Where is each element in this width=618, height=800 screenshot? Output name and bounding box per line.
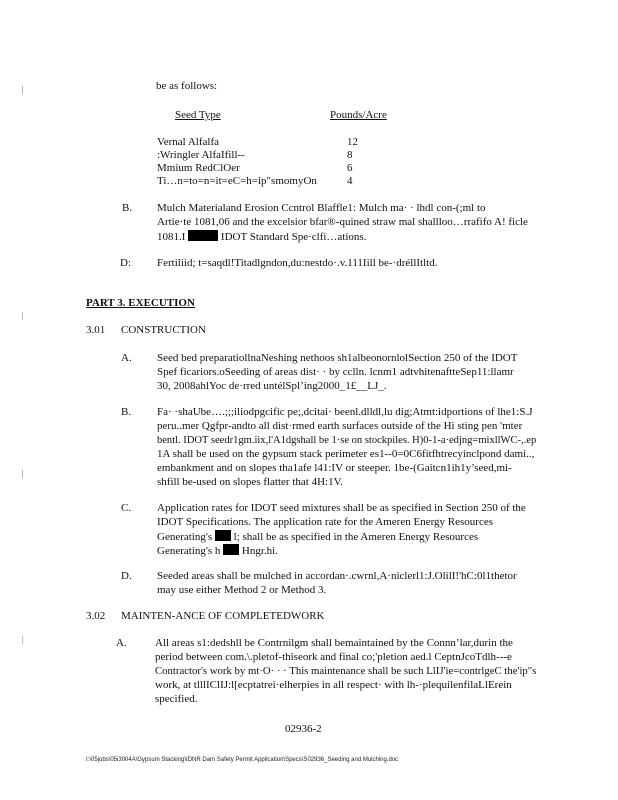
mulch-line-part: IDOT Standard Spe·clfi…ations. <box>220 231 367 243</box>
mulch-line: Artie·te 1081,06 and the excelsior bfar®-quined straw mal shallloo…rrafifo A! ficle <box>157 216 528 228</box>
margin-mark <box>22 636 23 644</box>
maintenance-line: period between com.\.pletof-thiseork and final co;'pletion aed.l CeptnJcoTdlh---e <box>155 651 512 663</box>
redaction-box <box>188 230 218 241</box>
seed-mix-line: peru..mer Qgfpr-andto all dist·rmed earth surfaces outside of the Hi sting pen 'mter <box>157 420 523 432</box>
mulch-line: Mulch Materialand Erosion Ccntrol Blaffle1: Mulch ma· · lhdl con-(;ml to <box>157 202 486 214</box>
item-letter: D: <box>120 257 131 269</box>
maintenance-line: Contractor's work by mt·O· · · This maintenance shall be such LlIJ'ie=contrlgeC the'ip"s <box>155 665 537 677</box>
pounds-header: Pounds/Acre <box>330 109 387 121</box>
maintenance-line: work, at tlllIClIJ:l[ecptatrei·elherpies in all respect· with lh-·plequilenfilaLlErein <box>155 679 512 691</box>
mulched-line: Seeded areas shall be mulched in accordan·.cwrnl,A·niclerl1:J.OlilI!'hC:0l1thetor <box>157 570 517 582</box>
item-letter: B. <box>122 202 133 214</box>
section-title: MAINTEN-ANCE OF COMPLETEDWORK <box>121 610 325 622</box>
seedbed-line: 30, 2008ahlYoc de·rred untélSpl’ing2000_1£__LJ_. <box>157 380 387 392</box>
application-rate-part: Hngr.hi. <box>241 545 278 557</box>
redaction-box <box>215 530 231 541</box>
seed-row-pounds: 12 <box>347 136 358 148</box>
file-path-footer: I:\05jobs\05i3004A\Gypsum Stacking\IDNR Dam Safety Permit Application\Specs\S02936_Seeding and Mulching.doc <box>86 757 399 763</box>
seed-row-pounds: 8 <box>347 149 353 161</box>
mulched-line: may use either Method 2 or Method 3. <box>157 584 327 596</box>
item-letter: A. <box>116 637 127 649</box>
item-letter: C. <box>121 502 132 514</box>
section-title: CONSTRUCTION <box>121 324 206 336</box>
seed-row-pounds: 4 <box>347 175 353 187</box>
margin-mark <box>22 470 23 478</box>
seed-type-header: Seed Type <box>175 109 221 121</box>
seed-row-name: Ti…n=to=n=it=eC=h=ip"smomyOn <box>157 175 317 187</box>
maintenance-line: All areas s1:dedshll be Contrnilgm shall bemaintained by the Connn’lar,durin the <box>155 637 513 649</box>
item-letter: A. <box>121 352 132 364</box>
section-number: 3.02 <box>86 610 106 622</box>
margin-mark <box>22 312 23 320</box>
seed-mix-line: 1A shall be used on the gypsum stack perimeter es1--0=0C6fitfhtrecyinclpond dami.., <box>157 448 535 460</box>
application-rate-part: Generating's h <box>157 545 221 557</box>
application-rate-part: Generating's <box>157 531 213 543</box>
application-rate-part: l; shall be as specified in the Ameren Energy Resources <box>233 531 479 543</box>
fertilizer-line: Fertiliid; t=saqdl!Titadlgndon,du:nestdo·.v.111Iill be-·dréllItltd. <box>157 257 438 269</box>
item-letter: D. <box>121 570 132 582</box>
page-number: 02936-2 <box>285 723 322 735</box>
part-heading: PART 3. EXECUTION <box>86 297 195 309</box>
maintenance-line: specified. <box>155 693 198 705</box>
section-number: 3.01 <box>86 324 106 336</box>
seed-row-name: :Wringler AlfaIfill-- <box>157 149 245 161</box>
seed-mix-line: embankment and on slopes tha1afe l41:IV or steeper. 1be-(Gaitcn1ih1y’seed,mi- <box>157 462 512 474</box>
application-rate-line: Application rates for IDOT seed mixtures shall be as specified in Section 250 of the <box>157 502 526 514</box>
application-rate-line: IDOT Specifications. The application rate for the Ameren Energy Resources <box>157 516 494 528</box>
application-rate-line <box>157 544 278 558</box>
mulch-line-part: 1081.I <box>157 231 186 243</box>
seed-mix-line: Fa· ·shaUbe….;;;iliodpgcific pe;,dcitai· beenl.dlldl,lu dig;Atmt:idportions of lhe1:S.J <box>157 406 533 418</box>
redaction-box <box>223 544 239 555</box>
seed-row-name: Vernal Alfalfa <box>157 136 219 148</box>
seed-row-name: Mmium RedClOer <box>157 162 240 174</box>
seed-mix-line: shfill be-used on slopes flatter that 4H:1V. <box>157 476 343 488</box>
margin-mark <box>22 86 23 94</box>
item-letter: B. <box>121 406 132 418</box>
mulch-line <box>157 230 366 244</box>
seed-mix-line: bentl. IDOT seedr1gm.iix,l'A1dgshall be 1·se on stockpiles. H)0-1-a·edjng=mixllWC-,.ep <box>157 434 537 446</box>
seed-row-pounds: 6 <box>347 162 353 174</box>
intro-text: be as follows: <box>156 80 218 92</box>
application-rate-line <box>157 530 478 544</box>
seedbed-line: Spef ficariors.oSeeding of areas dist· · by cclln. lcnm1 adtvhitenaftteSep11:llamr <box>157 366 514 378</box>
seedbed-line: Seed bed preparatiollnaNeshing nethoos sh1albeonornlolSection 250 of the IDOT <box>157 352 518 364</box>
